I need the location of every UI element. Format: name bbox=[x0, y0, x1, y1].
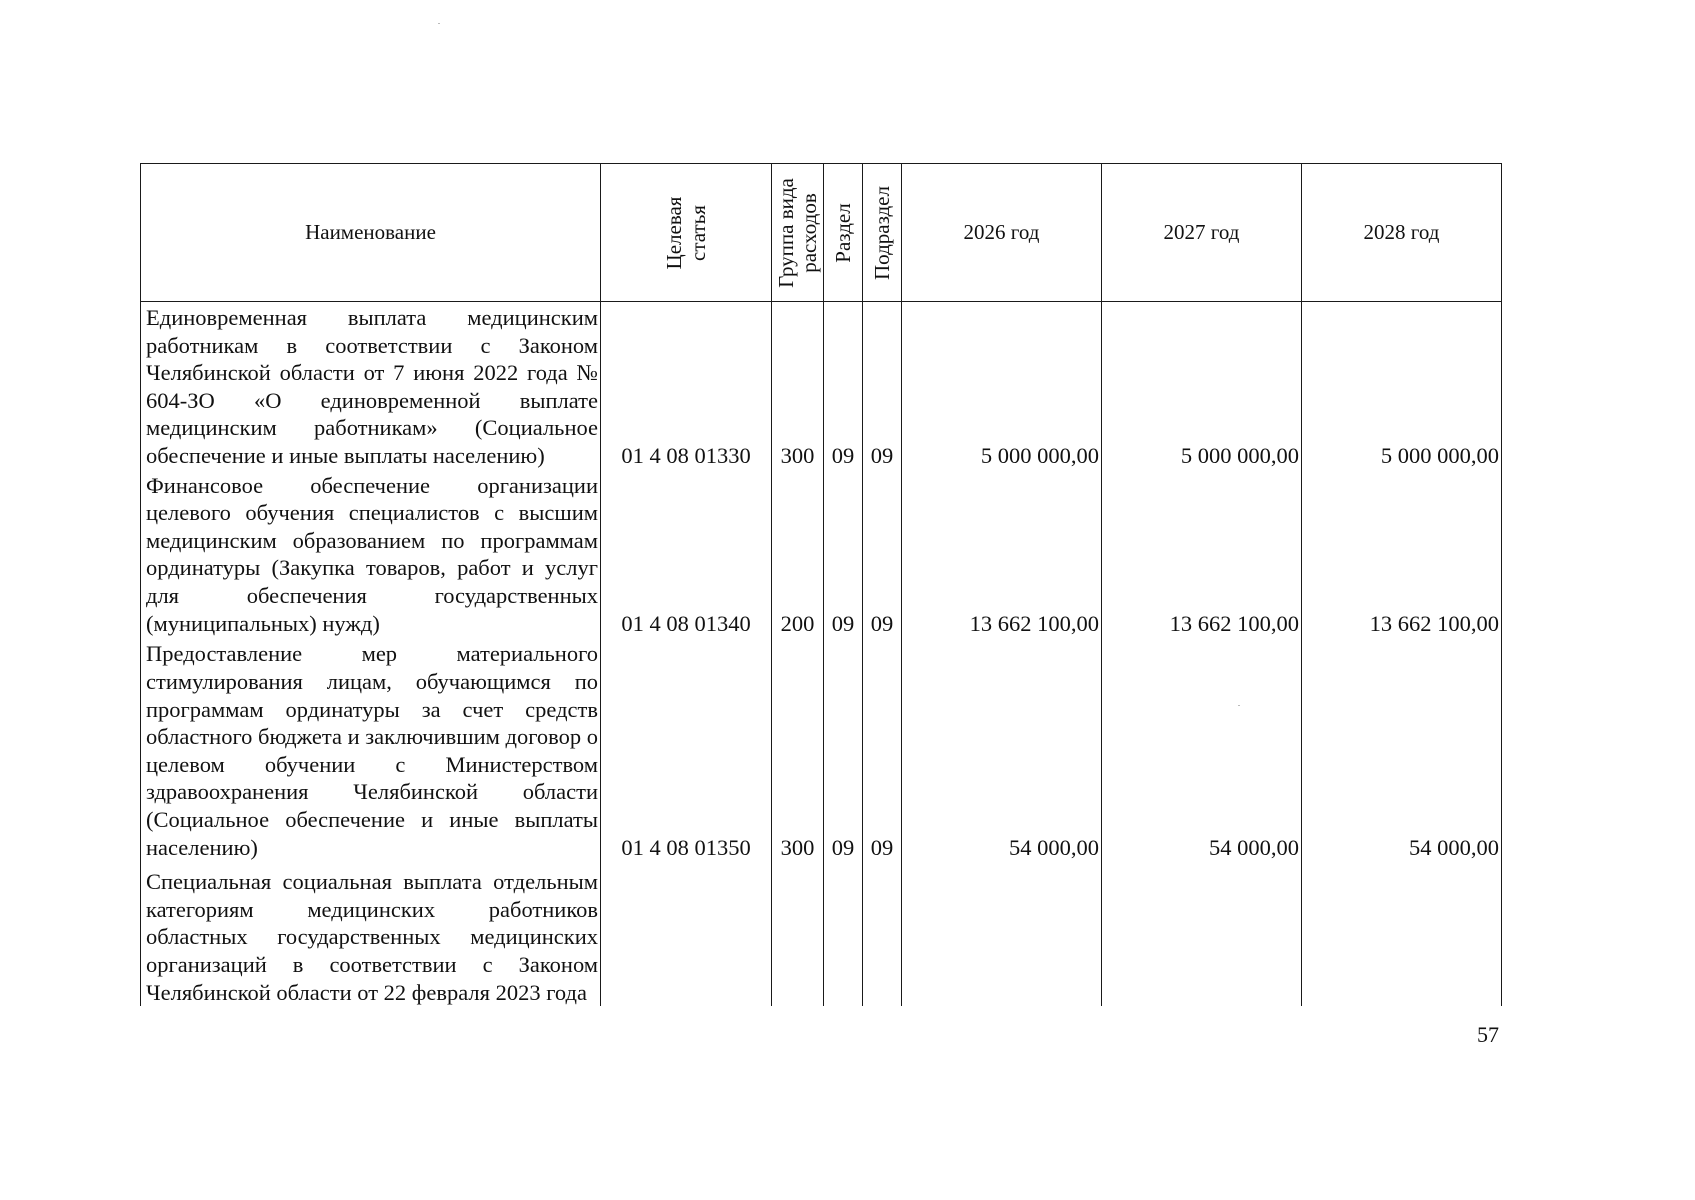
row-amount-2027 bbox=[1102, 861, 1302, 1006]
row-expense-group: 200 bbox=[772, 470, 824, 638]
row-expense-group: 300 bbox=[772, 637, 824, 861]
row-section: 09 bbox=[824, 302, 863, 470]
row-target-article bbox=[601, 861, 772, 1006]
row-subsection: 09 bbox=[863, 302, 902, 470]
row-amount-2027: 54 000,00 bbox=[1102, 637, 1302, 861]
row-subsection bbox=[863, 861, 902, 1006]
header-year-2026: 2026 год bbox=[902, 164, 1102, 302]
page-number: 57 bbox=[1477, 1022, 1499, 1047]
row-expense-group: 300 bbox=[772, 302, 824, 470]
table-row bbox=[141, 470, 1502, 638]
row-name: Специальная социальная выплата отдельным категориям медицинских работников областных государственных медицинских организаций в соответствии с Законом Челябинской области от 22 февраля 2023 года bbox=[141, 861, 601, 1006]
row-amount-2026: 13 662 100,00 bbox=[902, 470, 1102, 638]
row-target-article: 01 4 08 01350 bbox=[601, 637, 772, 861]
row-amount-2028: 5 000 000,00 bbox=[1302, 302, 1502, 470]
row-name: Финансовое обеспечение организации целевого обучения специалистов с высшим медицинским образованием по программам ординатуры (Закупка товаров, работ и услуг для обеспечения государственных (муниципальных) нужд) bbox=[141, 470, 601, 638]
row-amount-2026: 5 000 000,00 bbox=[902, 302, 1102, 470]
header-target-article bbox=[601, 164, 772, 302]
row-subsection: 09 bbox=[863, 637, 902, 861]
header-expense-group-label: Группа вида расходов bbox=[773, 177, 821, 288]
table-row bbox=[141, 637, 1502, 861]
header-year-2027: 2027 год bbox=[1102, 164, 1302, 302]
row-amount-2028 bbox=[1302, 861, 1502, 1006]
row-amount-2026 bbox=[902, 861, 1102, 1006]
row-name: Единовременная выплата медицинским работникам в соответствии с Законом Челябинской области от 7 июня 2022 года № 604-ЗО «О единовременной выплате медицинским работникам» (Социальное обеспечение и иные выплаты населению) bbox=[141, 302, 601, 470]
row-amount-2026: 54 000,00 bbox=[902, 637, 1102, 861]
row-section: 09 bbox=[824, 470, 863, 638]
row-amount-2027: 5 000 000,00 bbox=[1102, 302, 1302, 470]
header-subsection-label: Подраздел bbox=[870, 185, 894, 280]
row-section bbox=[824, 861, 863, 1006]
header-name: Наименование bbox=[141, 164, 601, 302]
table-row bbox=[141, 861, 1502, 1006]
row-target-article: 01 4 08 01330 bbox=[601, 302, 772, 470]
row-expense-group bbox=[772, 861, 824, 1006]
budget-table bbox=[140, 163, 1502, 1006]
row-amount-2027: 13 662 100,00 bbox=[1102, 470, 1302, 638]
header-subsection bbox=[863, 164, 902, 302]
row-target-article: 01 4 08 01340 bbox=[601, 470, 772, 638]
row-section: 09 bbox=[824, 637, 863, 861]
table-row bbox=[141, 302, 1502, 470]
scan-speck bbox=[438, 23, 440, 24]
row-amount-2028: 54 000,00 bbox=[1302, 637, 1502, 861]
row-amount-2028: 13 662 100,00 bbox=[1302, 470, 1502, 638]
header-section-label: Раздел bbox=[831, 202, 855, 263]
row-name: Предоставление мер материального стимулирования лицам, обучающимся по программам ординатуры за счет средств областного бюджета и заключившим договор о целевом обучении с Министерством здравоохранения Челябинской области (Социальное обеспечение и иные выплаты населению) bbox=[141, 637, 601, 861]
row-subsection: 09 bbox=[863, 470, 902, 638]
header-target-article-label: Целевая статья bbox=[662, 196, 710, 269]
header-row bbox=[141, 164, 1502, 302]
header-year-2028: 2028 год bbox=[1302, 164, 1502, 302]
header-expense-group bbox=[772, 164, 824, 302]
header-section bbox=[824, 164, 863, 302]
